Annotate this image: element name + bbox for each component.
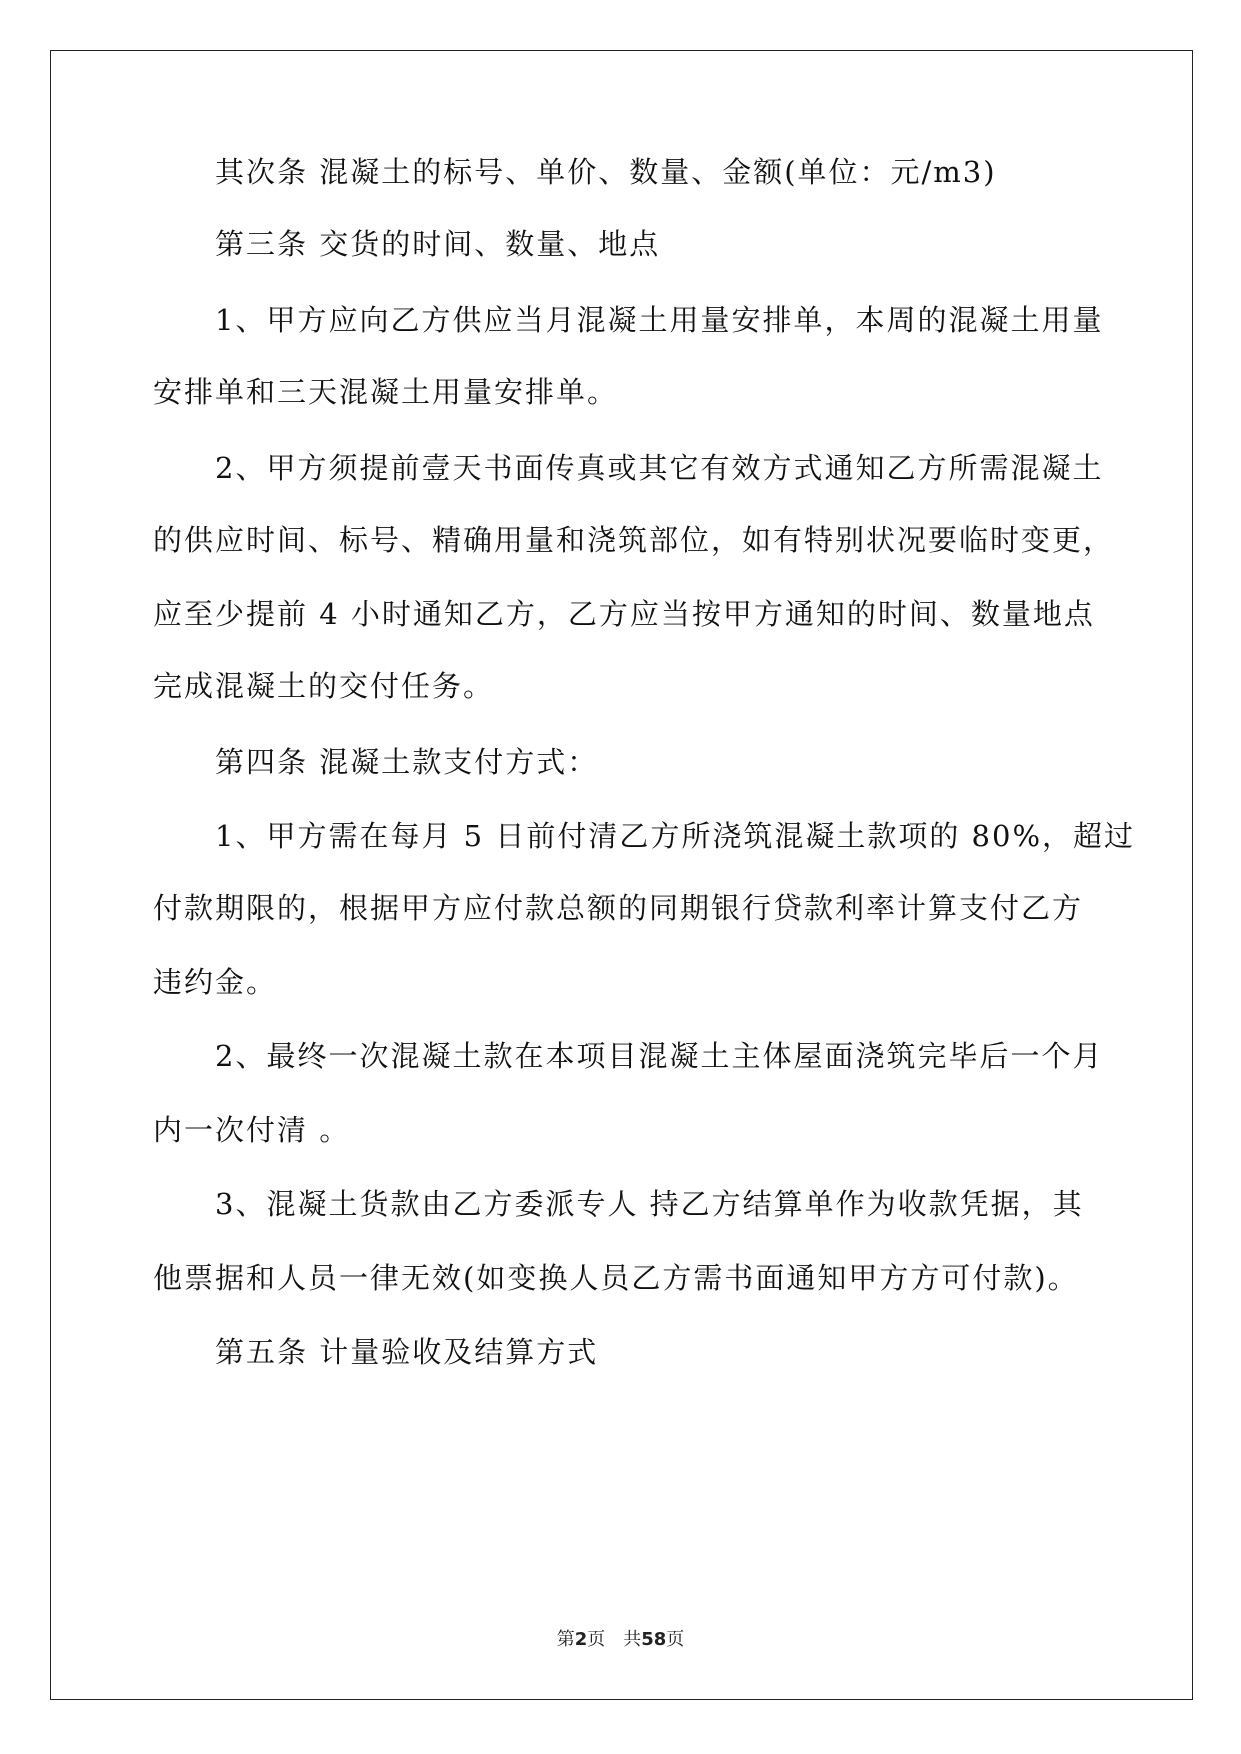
article-4-heading: 第四条 混凝土款支付方式：	[215, 745, 599, 779]
page-prefix: 第	[556, 1629, 575, 1650]
paragraph-line: 付款期限的，根据甲方应付款总额的同期银行贷款利率计算支付乙方	[153, 891, 1084, 925]
paragraph-line: 安排单和三天混凝土用量安排单。	[153, 375, 619, 409]
paragraph-line: 他票据和人员一律无效(如变换人员乙方需书面通知甲方方可付款)。	[153, 1261, 1079, 1295]
article-3-heading: 第三条 交货的时间、数量、地点	[215, 227, 661, 261]
paragraph-line: 1、甲方需在每月 5 日前付清乙方所浇筑混凝土款项的 80%，超过	[215, 819, 1136, 853]
page-border	[50, 50, 1193, 1700]
total-suffix: 页	[666, 1629, 685, 1650]
page-footer	[0, 1628, 1241, 1652]
total-page-number: 58	[641, 1629, 667, 1650]
article-5-heading: 第五条 计量验收及结算方式	[215, 1335, 599, 1369]
paragraph-line: 内一次付清 。	[153, 1113, 351, 1147]
total-prefix: 共	[623, 1629, 642, 1650]
paragraph-line: 2、甲方须提前壹天书面传真或其它有效方式通知乙方所需混凝土	[215, 451, 1104, 485]
article-2-heading: 其次条 混凝土的标号、单价、数量、金额(单位：元/m3)	[215, 155, 997, 189]
paragraph-line: 应至少提前 4 小时通知乙方，乙方应当按甲方通知的时间、数量地点	[153, 597, 1095, 631]
paragraph-line: 1、甲方应向乙方供应当月混凝土用量安排单，本周的混凝土用量	[215, 303, 1104, 337]
paragraph-line: 的供应时间、标号、精确用量和浇筑部位，如有特别状况要临时变更，	[153, 523, 1115, 557]
current-page-number: 2	[574, 1629, 588, 1650]
paragraph-line: 完成混凝土的交付任务。	[153, 669, 495, 703]
paragraph-line: 2、最终一次混凝土款在本项目混凝土主体屋面浇筑完毕后一个月	[215, 1039, 1104, 1073]
paragraph-line: 3、混凝土货款由乙方委派专人 持乙方结算单作为收款凭据，其	[215, 1187, 1084, 1221]
paragraph-line: 违约金。	[153, 965, 278, 999]
page-suffix: 页	[587, 1629, 606, 1650]
